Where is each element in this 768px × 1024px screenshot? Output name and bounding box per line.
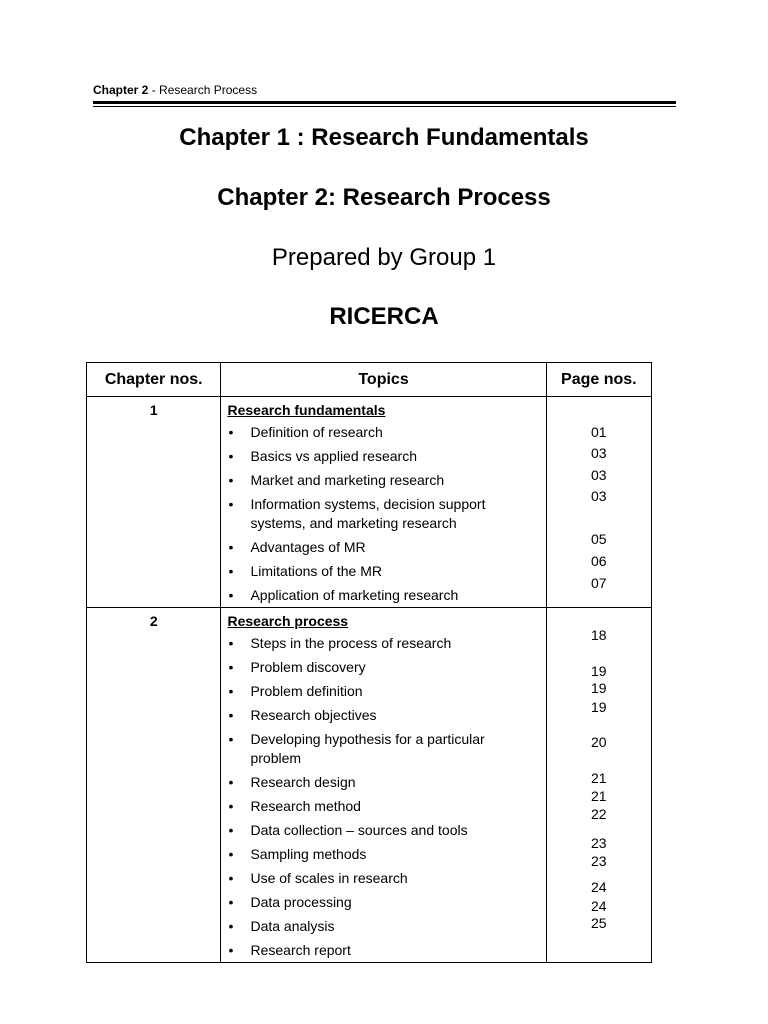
topic-item: [221, 941, 545, 960]
section-title: Research process: [227, 613, 349, 629]
page-number: 01: [591, 424, 607, 440]
bullet-icon: •: [228, 563, 234, 579]
table-row: [87, 608, 652, 963]
page-number: 19: [591, 699, 607, 715]
topic-item: [221, 447, 545, 466]
page-number: 05: [591, 531, 607, 547]
page-number: 21: [591, 788, 607, 804]
bullet-icon: •: [228, 683, 234, 699]
prepared-by: Prepared by Group 1: [271, 244, 497, 271]
header-rule-thin: [93, 106, 676, 107]
running-header-chapter: Chapter 2: [93, 83, 149, 97]
topic-item: [221, 562, 545, 581]
topic-item: [221, 730, 545, 768]
chapter-cell: [87, 608, 221, 963]
pages-cell: [546, 608, 651, 963]
page-number: 07: [591, 575, 607, 591]
topic-item: [221, 773, 545, 792]
topic-item: [221, 682, 545, 701]
page-number: 19: [591, 663, 607, 679]
topic-text: Limitations of the MR: [250, 563, 382, 579]
topic-item: [221, 845, 545, 864]
topic-text: Application of marketing research: [250, 587, 459, 603]
topics-cell: [221, 397, 546, 608]
bullet-icon: •: [228, 870, 234, 886]
bullet-icon: •: [228, 918, 234, 934]
topic-text: Information systems, decision support systems, and marketing research: [250, 496, 486, 531]
topic-item: [221, 917, 545, 936]
running-header: [93, 83, 257, 97]
page-number: 03: [591, 467, 607, 483]
page-number: 23: [591, 835, 607, 851]
bullet-icon: •: [228, 472, 234, 488]
topic-item: [221, 538, 545, 557]
topic-item: [221, 869, 545, 888]
bullet-icon: •: [228, 894, 234, 910]
bullet-icon: •: [228, 731, 234, 747]
bullet-icon: •: [228, 846, 234, 862]
topic-text: Market and marketing research: [250, 472, 445, 488]
topic-text: Data analysis: [250, 918, 335, 934]
header-page-nos: Page nos.: [546, 363, 651, 397]
topic-text: Use of scales in research: [250, 870, 408, 886]
bullet-icon: •: [228, 659, 234, 675]
page-number: 25: [591, 915, 607, 931]
page-number: 23: [591, 853, 607, 869]
page-number: 24: [591, 879, 607, 895]
topic-text: Research design: [250, 774, 356, 790]
running-header-title: Research Process: [159, 83, 258, 97]
bullet-icon: •: [228, 424, 234, 440]
section-title: Research fundamentals: [227, 402, 386, 418]
topic-text: Research objectives: [250, 707, 377, 723]
page-number: 18: [591, 627, 607, 643]
table-row: [87, 397, 652, 608]
topic-item: [221, 893, 545, 912]
topic-text: Sampling methods: [250, 846, 367, 862]
title-chapter-2: Chapter 2: Research Process: [217, 184, 551, 211]
topic-list: [221, 423, 545, 607]
page-number: 03: [591, 445, 607, 461]
chapter-number: 1: [149, 402, 158, 418]
topic-text: Advantages of MR: [250, 539, 366, 555]
topic-item: [221, 658, 545, 677]
topic-text: Data processing: [250, 894, 352, 910]
bullet-icon: •: [228, 707, 234, 723]
chapter-number: 2: [149, 613, 158, 629]
table-header-row: [87, 363, 652, 397]
topic-item: [221, 495, 545, 533]
topic-item: [221, 706, 545, 725]
topic-item: [221, 797, 545, 816]
topic-item: [221, 634, 545, 653]
bullet-icon: •: [228, 942, 234, 958]
topics-cell: [221, 608, 546, 963]
topic-text: Definition of research: [250, 424, 383, 440]
topic-item: [221, 586, 545, 605]
chapter-cell: [87, 397, 221, 608]
topic-text: Problem discovery: [250, 659, 366, 675]
topic-list: [221, 634, 545, 962]
bullet-icon: •: [228, 448, 234, 464]
topic-item: [221, 471, 545, 490]
topic-text: Data collection – sources and tools: [250, 822, 468, 838]
page-number: 19: [591, 680, 607, 696]
page-number: 21: [591, 770, 607, 786]
bullet-icon: •: [228, 496, 234, 512]
topic-text: Developing hypothesis for a particular problem: [250, 731, 485, 766]
running-header-separator: -: [148, 83, 160, 97]
page-number: 06: [591, 553, 607, 569]
topic-item: [221, 821, 545, 840]
page-number: 24: [591, 898, 607, 914]
bullet-icon: •: [228, 635, 234, 651]
bullet-icon: •: [228, 774, 234, 790]
table-body: [87, 397, 652, 963]
page-number: 03: [591, 488, 607, 504]
bullet-icon: •: [228, 539, 234, 555]
header-rule-thick: [93, 101, 676, 104]
topic-text: Problem definition: [250, 683, 363, 699]
bullet-icon: •: [228, 798, 234, 814]
page-number: 20: [591, 734, 607, 750]
bullet-icon: •: [228, 822, 234, 838]
contents-table: [86, 362, 652, 963]
topic-text: Steps in the process of research: [250, 635, 452, 651]
header-topics: Topics: [221, 363, 546, 397]
topic-text: Research report: [250, 942, 351, 958]
topic-item: [221, 423, 545, 442]
page-number: 22: [591, 806, 607, 822]
group-name: RICERCA: [329, 303, 439, 330]
title-chapter-1: Chapter 1 : Research Fundamentals: [179, 124, 589, 151]
bullet-icon: •: [228, 587, 234, 603]
topic-text: Basics vs applied research: [250, 448, 417, 464]
pages-cell: [546, 397, 651, 608]
topic-text: Research method: [250, 798, 361, 814]
header-chapter-nos: Chapter nos.: [87, 363, 221, 397]
